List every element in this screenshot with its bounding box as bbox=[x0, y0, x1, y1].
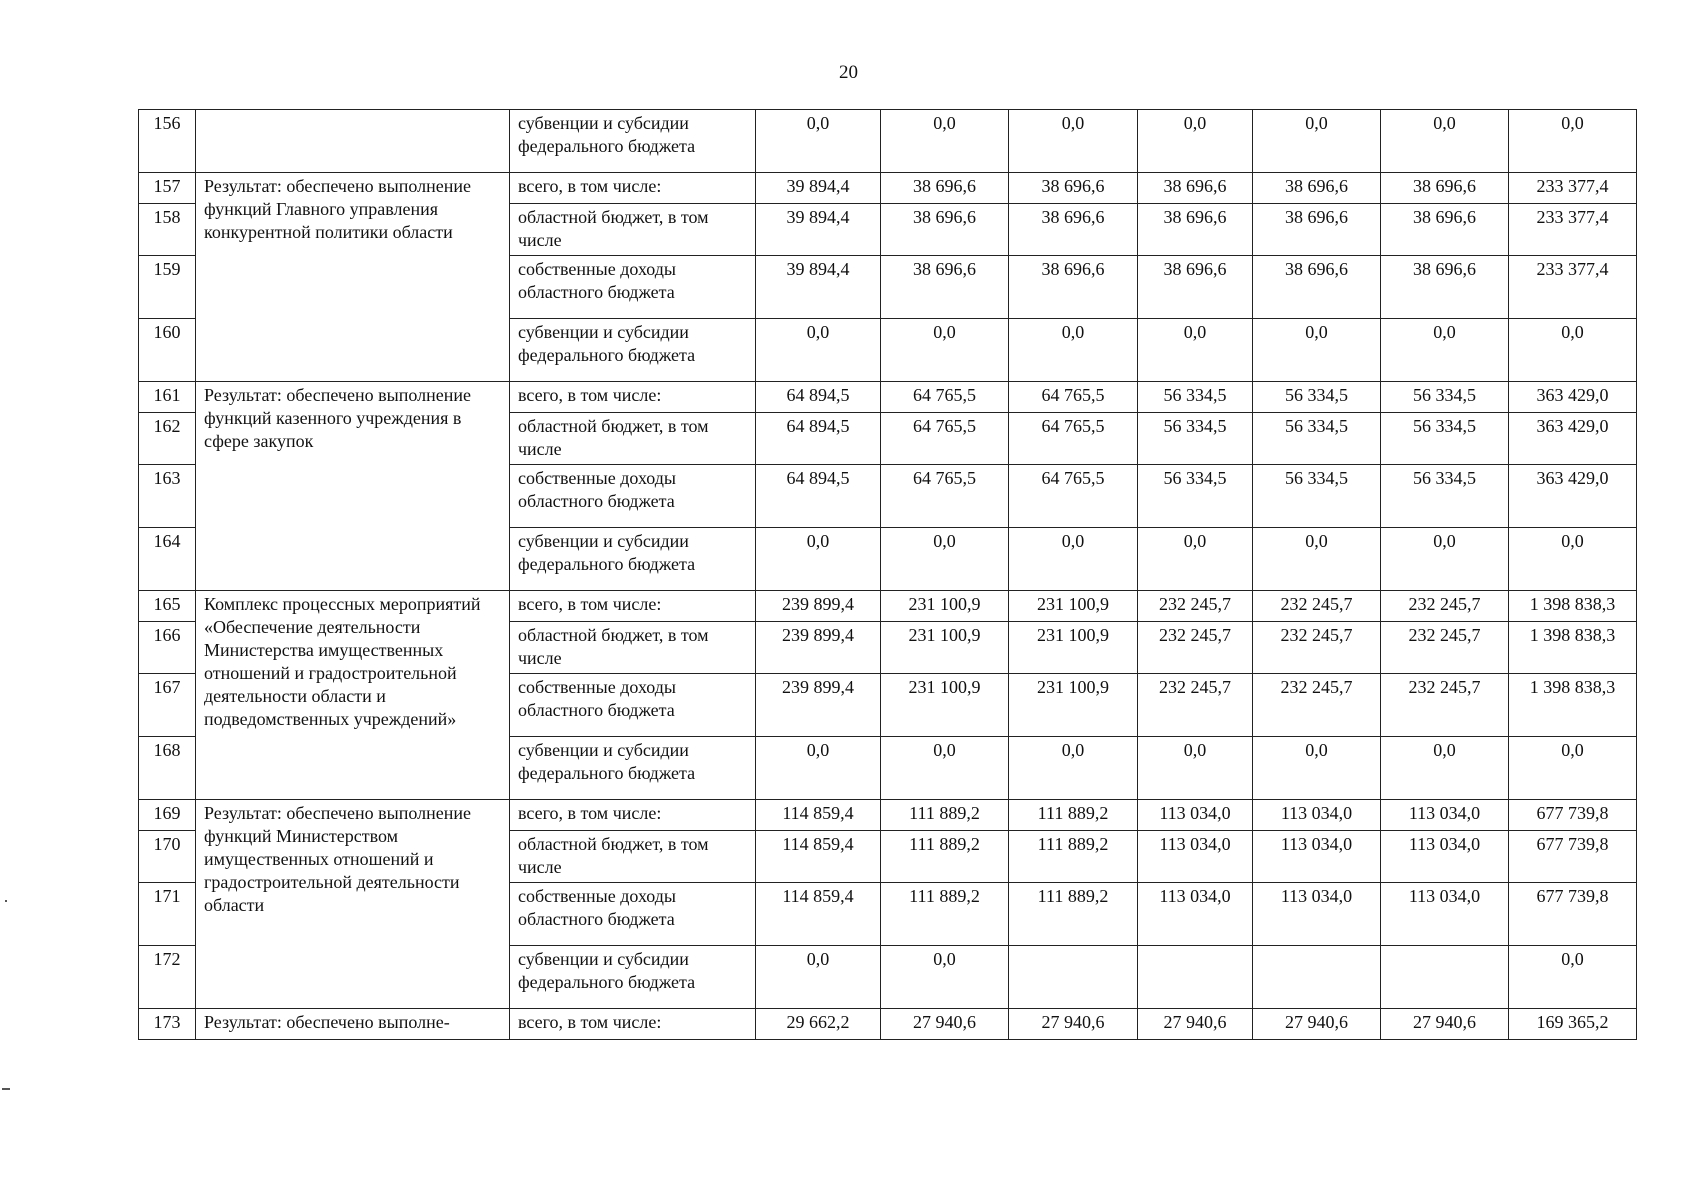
year-value-cell: 64 765,5 bbox=[881, 413, 1009, 465]
row-number: 163 bbox=[139, 465, 196, 528]
year-value-cell: 27 940,6 bbox=[1138, 1009, 1253, 1040]
year-value-cell bbox=[1138, 946, 1253, 1009]
total-value-cell: 0,0 bbox=[1509, 946, 1637, 1009]
page-number: 20 bbox=[839, 62, 858, 83]
funding-source: всего, в том числе: bbox=[510, 382, 756, 413]
funding-source: областной бюджет, в том числе bbox=[510, 413, 756, 465]
year-value-cell: 0,0 bbox=[1009, 737, 1138, 800]
total-value-cell: 363 429,0 bbox=[1509, 465, 1637, 528]
year-value-cell: 64 765,5 bbox=[1009, 413, 1138, 465]
year-value-cell: 56 334,5 bbox=[1138, 413, 1253, 465]
year-value-cell: 114 859,4 bbox=[756, 831, 881, 883]
year-value-cell: 114 859,4 bbox=[756, 800, 881, 831]
year-value-cell: 39 894,4 bbox=[756, 256, 881, 319]
year-value-cell: 231 100,9 bbox=[1009, 674, 1138, 737]
total-value-cell: 1 398 838,3 bbox=[1509, 622, 1637, 674]
year-value-cell: 38 696,6 bbox=[1381, 173, 1509, 204]
year-value-cell bbox=[1253, 946, 1381, 1009]
scan-mark bbox=[2, 1088, 10, 1090]
year-value-cell: 38 696,6 bbox=[881, 204, 1009, 256]
year-value-cell: 0,0 bbox=[881, 946, 1009, 1009]
year-value-cell: 0,0 bbox=[1381, 528, 1509, 591]
year-value-cell: 0,0 bbox=[1253, 319, 1381, 382]
year-value-cell: 239 899,4 bbox=[756, 674, 881, 737]
year-value-cell: 0,0 bbox=[1009, 528, 1138, 591]
year-value-cell: 27 940,6 bbox=[881, 1009, 1009, 1040]
year-value-cell: 27 940,6 bbox=[1253, 1009, 1381, 1040]
year-value-cell: 0,0 bbox=[881, 110, 1009, 173]
year-value-cell: 0,0 bbox=[1381, 737, 1509, 800]
year-value-cell bbox=[1381, 946, 1509, 1009]
year-value-cell: 56 334,5 bbox=[1381, 465, 1509, 528]
row-number: 161 bbox=[139, 382, 196, 413]
funding-source: субвенции и субсидии федерального бюджета bbox=[510, 737, 756, 800]
year-value-cell: 64 765,5 bbox=[1009, 382, 1138, 413]
year-value-cell: 0,0 bbox=[881, 319, 1009, 382]
total-value-cell: 0,0 bbox=[1509, 528, 1637, 591]
funding-source: всего, в том числе: bbox=[510, 800, 756, 831]
year-value-cell: 232 245,7 bbox=[1381, 622, 1509, 674]
funding-source: собственные доходы областного бюджета bbox=[510, 465, 756, 528]
year-value-cell: 113 034,0 bbox=[1138, 831, 1253, 883]
funding-source: собственные доходы областного бюджета bbox=[510, 256, 756, 319]
total-value-cell: 1 398 838,3 bbox=[1509, 591, 1637, 622]
funding-source: всего, в том числе: bbox=[510, 173, 756, 204]
year-value-cell: 0,0 bbox=[756, 110, 881, 173]
row-number: 172 bbox=[139, 946, 196, 1009]
total-value-cell: 363 429,0 bbox=[1509, 413, 1637, 465]
row-number: 162 bbox=[139, 413, 196, 465]
year-value-cell: 64 765,5 bbox=[881, 465, 1009, 528]
year-value-cell: 113 034,0 bbox=[1253, 800, 1381, 831]
funding-source: областной бюджет, в том числе bbox=[510, 622, 756, 674]
year-value-cell: 231 100,9 bbox=[881, 591, 1009, 622]
year-value-cell: 56 334,5 bbox=[1253, 413, 1381, 465]
year-value-cell: 38 696,6 bbox=[1253, 204, 1381, 256]
activity-description: Комплекс процессных мероприятий «Обеспечение деятельности Министерства имущественных отношений и градостроительной деятельности области и подведомственных учреждений» bbox=[196, 591, 510, 800]
year-value-cell: 38 696,6 bbox=[1009, 256, 1138, 319]
year-value-cell: 232 245,7 bbox=[1381, 591, 1509, 622]
row-number: 164 bbox=[139, 528, 196, 591]
table-row bbox=[139, 110, 1637, 173]
year-value-cell: 111 889,2 bbox=[881, 800, 1009, 831]
table-row bbox=[139, 382, 1637, 413]
year-value-cell: 111 889,2 bbox=[881, 883, 1009, 946]
year-value-cell: 0,0 bbox=[1253, 737, 1381, 800]
year-value-cell: 0,0 bbox=[1253, 110, 1381, 173]
row-number: 170 bbox=[139, 831, 196, 883]
funding-source: областной бюджет, в том числе bbox=[510, 204, 756, 256]
year-value-cell: 38 696,6 bbox=[1009, 204, 1138, 256]
total-value-cell: 233 377,4 bbox=[1509, 204, 1637, 256]
table-row bbox=[139, 173, 1637, 204]
funding-source: субвенции и субсидии федерального бюджета bbox=[510, 110, 756, 173]
year-value-cell: 0,0 bbox=[1009, 319, 1138, 382]
total-value-cell: 0,0 bbox=[1509, 110, 1637, 173]
scan-mark bbox=[5, 900, 7, 902]
row-number: 158 bbox=[139, 204, 196, 256]
year-value-cell: 111 889,2 bbox=[1009, 883, 1138, 946]
year-value-cell: 239 899,4 bbox=[756, 622, 881, 674]
total-value-cell: 677 739,8 bbox=[1509, 831, 1637, 883]
row-number: 159 bbox=[139, 256, 196, 319]
year-value-cell: 232 245,7 bbox=[1381, 674, 1509, 737]
year-value-cell: 38 696,6 bbox=[881, 256, 1009, 319]
row-number: 166 bbox=[139, 622, 196, 674]
year-value-cell: 38 696,6 bbox=[1253, 173, 1381, 204]
year-value-cell: 232 245,7 bbox=[1138, 591, 1253, 622]
year-value-cell: 114 859,4 bbox=[756, 883, 881, 946]
year-value-cell: 113 034,0 bbox=[1381, 800, 1509, 831]
year-value-cell: 39 894,4 bbox=[756, 173, 881, 204]
year-value-cell: 39 894,4 bbox=[756, 204, 881, 256]
total-value-cell: 0,0 bbox=[1509, 319, 1637, 382]
year-value-cell: 27 940,6 bbox=[1381, 1009, 1509, 1040]
year-value-cell: 56 334,5 bbox=[1253, 465, 1381, 528]
year-value-cell: 113 034,0 bbox=[1138, 883, 1253, 946]
row-number: 168 bbox=[139, 737, 196, 800]
year-value-cell: 0,0 bbox=[881, 528, 1009, 591]
funding-source: всего, в том числе: bbox=[510, 591, 756, 622]
row-number: 169 bbox=[139, 800, 196, 831]
funding-source: областной бюджет, в том числе bbox=[510, 831, 756, 883]
row-number: 165 bbox=[139, 591, 196, 622]
year-value-cell: 64 894,5 bbox=[756, 465, 881, 528]
year-value-cell: 232 245,7 bbox=[1253, 591, 1381, 622]
funding-source: субвенции и субсидии федерального бюджета bbox=[510, 946, 756, 1009]
year-value-cell: 56 334,5 bbox=[1138, 465, 1253, 528]
total-value-cell: 363 429,0 bbox=[1509, 382, 1637, 413]
year-value-cell: 111 889,2 bbox=[1009, 800, 1138, 831]
activity-description: Результат: обеспечено выполнение функций казенного учреждения в сфере закупок bbox=[196, 382, 510, 591]
year-value-cell: 113 034,0 bbox=[1138, 800, 1253, 831]
year-value-cell: 0,0 bbox=[881, 737, 1009, 800]
year-value-cell: 0,0 bbox=[1138, 737, 1253, 800]
year-value-cell: 113 034,0 bbox=[1253, 831, 1381, 883]
year-value-cell bbox=[1009, 946, 1138, 1009]
total-value-cell: 233 377,4 bbox=[1509, 173, 1637, 204]
year-value-cell: 0,0 bbox=[1138, 528, 1253, 591]
year-value-cell: 38 696,6 bbox=[881, 173, 1009, 204]
year-value-cell: 27 940,6 bbox=[1009, 1009, 1138, 1040]
year-value-cell: 56 334,5 bbox=[1253, 382, 1381, 413]
row-number: 171 bbox=[139, 883, 196, 946]
year-value-cell: 56 334,5 bbox=[1381, 413, 1509, 465]
total-value-cell: 677 739,8 bbox=[1509, 883, 1637, 946]
year-value-cell: 64 765,5 bbox=[1009, 465, 1138, 528]
row-number: 167 bbox=[139, 674, 196, 737]
funding-source: всего, в том числе: bbox=[510, 1009, 756, 1040]
activity-description: Результат: обеспечено выполнение функций Министерством имущественных отношений и градостроительной деятельности области bbox=[196, 800, 510, 1009]
total-value-cell: 0,0 bbox=[1509, 737, 1637, 800]
activity-description bbox=[196, 110, 510, 173]
year-value-cell: 64 894,5 bbox=[756, 413, 881, 465]
year-value-cell: 38 696,6 bbox=[1009, 173, 1138, 204]
total-value-cell: 1 398 838,3 bbox=[1509, 674, 1637, 737]
year-value-cell: 111 889,2 bbox=[1009, 831, 1138, 883]
year-value-cell: 29 662,2 bbox=[756, 1009, 881, 1040]
year-value-cell: 111 889,2 bbox=[881, 831, 1009, 883]
row-number: 160 bbox=[139, 319, 196, 382]
year-value-cell: 38 696,6 bbox=[1138, 256, 1253, 319]
year-value-cell: 232 245,7 bbox=[1253, 674, 1381, 737]
year-value-cell: 64 894,5 bbox=[756, 382, 881, 413]
year-value-cell: 232 245,7 bbox=[1253, 622, 1381, 674]
table-row bbox=[139, 591, 1637, 622]
year-value-cell: 231 100,9 bbox=[881, 674, 1009, 737]
year-value-cell: 38 696,6 bbox=[1381, 256, 1509, 319]
table-row bbox=[139, 800, 1637, 831]
total-value-cell: 677 739,8 bbox=[1509, 800, 1637, 831]
year-value-cell: 0,0 bbox=[756, 737, 881, 800]
row-number: 157 bbox=[139, 173, 196, 204]
year-value-cell: 231 100,9 bbox=[1009, 622, 1138, 674]
row-number: 156 bbox=[139, 110, 196, 173]
year-value-cell: 0,0 bbox=[1253, 528, 1381, 591]
year-value-cell: 56 334,5 bbox=[1138, 382, 1253, 413]
total-value-cell: 169 365,2 bbox=[1509, 1009, 1637, 1040]
funding-source: собственные доходы областного бюджета bbox=[510, 674, 756, 737]
year-value-cell: 231 100,9 bbox=[881, 622, 1009, 674]
budget-table bbox=[138, 109, 1637, 1040]
year-value-cell: 232 245,7 bbox=[1138, 622, 1253, 674]
total-value-cell: 233 377,4 bbox=[1509, 256, 1637, 319]
activity-description: Результат: обеспечено выполне- bbox=[196, 1009, 510, 1040]
year-value-cell: 0,0 bbox=[1009, 110, 1138, 173]
year-value-cell: 0,0 bbox=[1381, 319, 1509, 382]
year-value-cell: 0,0 bbox=[756, 528, 881, 591]
year-value-cell: 0,0 bbox=[1138, 110, 1253, 173]
year-value-cell: 0,0 bbox=[756, 946, 881, 1009]
funding-source: субвенции и субсидии федерального бюджета bbox=[510, 528, 756, 591]
year-value-cell: 38 696,6 bbox=[1138, 173, 1253, 204]
year-value-cell: 232 245,7 bbox=[1138, 674, 1253, 737]
year-value-cell: 56 334,5 bbox=[1381, 382, 1509, 413]
year-value-cell: 113 034,0 bbox=[1253, 883, 1381, 946]
year-value-cell: 231 100,9 bbox=[1009, 591, 1138, 622]
funding-source: субвенции и субсидии федерального бюджета bbox=[510, 319, 756, 382]
table-row bbox=[139, 1009, 1637, 1040]
year-value-cell: 239 899,4 bbox=[756, 591, 881, 622]
year-value-cell: 113 034,0 bbox=[1381, 883, 1509, 946]
year-value-cell: 38 696,6 bbox=[1253, 256, 1381, 319]
year-value-cell: 0,0 bbox=[1381, 110, 1509, 173]
year-value-cell: 64 765,5 bbox=[881, 382, 1009, 413]
year-value-cell: 0,0 bbox=[1138, 319, 1253, 382]
year-value-cell: 0,0 bbox=[756, 319, 881, 382]
year-value-cell: 38 696,6 bbox=[1138, 204, 1253, 256]
funding-source: собственные доходы областного бюджета bbox=[510, 883, 756, 946]
activity-description: Результат: обеспечено выполнение функций Главного управления конкурентной политики области bbox=[196, 173, 510, 382]
year-value-cell: 38 696,6 bbox=[1381, 204, 1509, 256]
row-number: 173 bbox=[139, 1009, 196, 1040]
year-value-cell: 113 034,0 bbox=[1381, 831, 1509, 883]
